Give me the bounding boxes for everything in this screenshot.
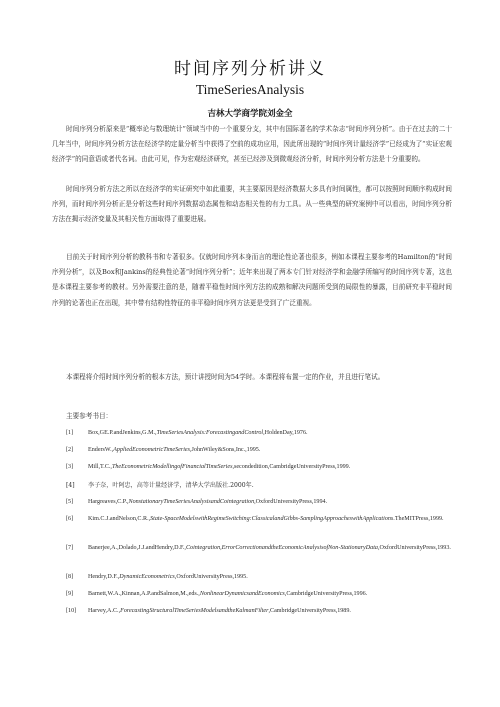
reference-title: Cointegration,ErrorCorrectionandtheEconomicAnalysisofNon-StationaryData bbox=[185, 545, 378, 551]
reference-item bbox=[52, 445, 452, 456]
reference-publisher: ,OxfordUniversityPress,1994. bbox=[254, 499, 328, 505]
intro-paragraph-3-text: 目前关于时间序列分析的教科书和专著很多。仅就时间序列本身而言的理论性论著也很多，例如本课程主要参考的Hamilton的“时间序列分析”，以及Box和Jankins的经典性论著“时间序列分析”；近年来出现了两本专门针对经济学和金融学所编写的时间序列专著，这也是本课程主要参考的教材。另外需要注意的是，随着平稳性时间序列方法的成熟和解决问题所受到的局限性的暴露，目前研究非平稳时间序列的论著也正在出现，其中带有结构性特征的非平稳时间序列方法更是受到了广泛重视。 bbox=[52, 253, 452, 307]
reference-publisher: ,HoldenDay,1976. bbox=[263, 430, 308, 436]
reference-title: AppliedEconometricTimeSeries bbox=[113, 447, 191, 453]
reference-number: [6] bbox=[66, 516, 74, 522]
reference-text: Box,GE.P.andJenkins,G.M., bbox=[88, 430, 157, 436]
reference-item bbox=[52, 480, 452, 491]
reference-number: [10] bbox=[66, 608, 77, 614]
reference-title: TheEconometricModellingofFinancialTimeSeries bbox=[111, 464, 233, 470]
reference-publisher: ,JohnWiley&Sons,Inc.,1995. bbox=[190, 447, 261, 453]
reference-publisher: ,OxfordUniversityPress,1995. bbox=[174, 574, 248, 580]
reference-number: [7] bbox=[66, 545, 74, 551]
reference-number: [9] bbox=[66, 591, 74, 597]
reference-publisher: ,OxfordUniversityPress,1993. bbox=[377, 545, 451, 551]
reference-item bbox=[52, 462, 452, 473]
reference-item bbox=[52, 514, 452, 525]
intro-paragraph-1 bbox=[52, 122, 452, 168]
reference-number: [8] bbox=[66, 574, 74, 580]
intro-paragraph-4 bbox=[52, 370, 452, 385]
reference-publisher: ,CambridgeUniversityPress,1996. bbox=[284, 591, 368, 597]
reference-text: Hendry,D.F., bbox=[88, 574, 120, 580]
reference-number: [2] bbox=[66, 447, 74, 453]
reference-text: Banerjee,A.,Dolado,J.J.andHendry,D.F., bbox=[88, 545, 186, 551]
reference-item bbox=[52, 497, 452, 508]
reference-publisher: ,secondedition,CambridgeUniversityPress,1999. bbox=[232, 464, 351, 470]
reference-item bbox=[52, 606, 452, 617]
reference-text: Hargreaves,C.P., bbox=[88, 499, 129, 505]
intro-paragraph-2 bbox=[52, 182, 452, 228]
reference-text: Barnett,W.A.,Kinnan,A.P.andSalmon,M.,eds., bbox=[88, 591, 200, 597]
reference-title: TimeSeriesAnalysis:ForecastingandControl bbox=[156, 430, 264, 436]
document-author: 吉林大学商学院刘金全 bbox=[207, 109, 293, 119]
reference-title: DynamicEconometrics bbox=[119, 574, 175, 580]
intro-paragraph-4-text: 本课程将介绍时间序列分析的根本方法，预计讲授时间为54学时。本课程将布置一定的作业，并且进行笔试。 bbox=[66, 373, 385, 381]
reference-text: Mill,T.C., bbox=[88, 464, 112, 470]
reference-number: [5] bbox=[66, 499, 74, 505]
reference-number: [4] bbox=[66, 482, 75, 489]
reference-text: 李子奈，叶阿忠，高等计量经济学，清华大学出版社.2000年. bbox=[88, 482, 254, 489]
reference-text: Kim.C.J.andNelson,C.R., bbox=[88, 516, 151, 522]
intro-paragraph-3 bbox=[52, 250, 452, 311]
reference-text: Harvey,A.C., bbox=[88, 608, 121, 614]
references-title: 主要参考书目： bbox=[66, 412, 113, 420]
document-title: 时间序列分析讲义 bbox=[174, 59, 326, 79]
reference-text: EndersW., bbox=[88, 447, 114, 453]
reference-item bbox=[52, 543, 452, 554]
reference-number: [1] bbox=[66, 430, 74, 436]
reference-title: ForecastingStructuralTimeSeriesModelsandtheKalmanFilter bbox=[120, 608, 269, 614]
intro-paragraph-1-text: 时间序列分析原来是“概率论与数理统计”领域当中的一个重要分支，其中有国际著名的学术杂志“时间序列分析”。由于在过去的二十几年当中，时间序列分析方法在经济学的定量分析当中获得了空前的成功应用，因此所出现的“时间序列计量经济学”已经成为了“实证宏观经济学”的同意语或者代名词。由此可见，作为宏观经济研究，甚至已经涉及到微观经济分析，时间序列分析方法是十分重要的。 bbox=[52, 125, 452, 164]
intro-paragraph-2-text: 时间序列分析方法之所以在经济学的实证研究中如此重要，其主要原因是经济数据大多具有时间属性，都可以按照时间顺序构成时间序列，而时间序列分析正是分析这些时间序列数据动态属性和动态相关性的有力工具。从一些典型的研究案例中可以看出，时间序列分析方法在揭示经济变量及其相关性方面取得了重要进展。 bbox=[52, 185, 452, 224]
reference-title: State-SpaceModelswithRegimeSwitching:ClassicalandGibbs-SamplingApproacheswithApplications bbox=[150, 516, 394, 522]
reference-publisher: ,CambridgeUniversityPress,1989. bbox=[268, 608, 351, 614]
reference-item bbox=[52, 572, 452, 583]
reference-title: NonstationaryTimeSeriesAnalysisandCointegration bbox=[128, 499, 255, 505]
reference-item bbox=[52, 428, 452, 439]
reference-title: NonlinearDynamicsandEconomics bbox=[199, 591, 285, 597]
document-subtitle: TimeSeriesAnalysis bbox=[195, 82, 305, 97]
reference-publisher: .TheMITPress,1999. bbox=[393, 516, 444, 522]
reference-number: [3] bbox=[66, 464, 74, 470]
reference-item bbox=[52, 589, 452, 600]
